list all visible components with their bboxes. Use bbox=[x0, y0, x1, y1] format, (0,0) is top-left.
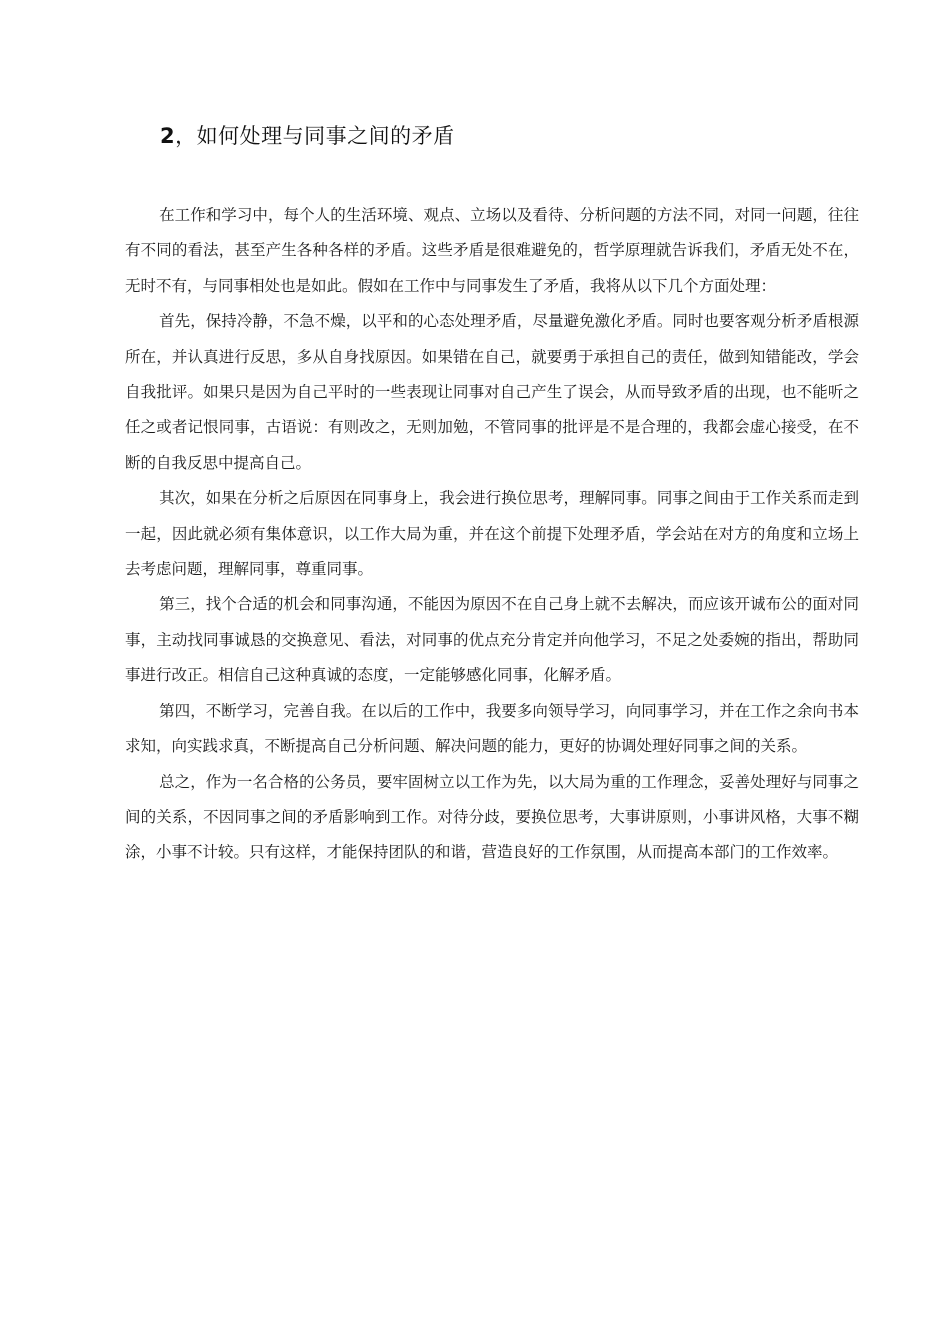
paragraph-intro: 在工作和学习中，每个人的生活环境、观点、立场以及看待、分析问题的方法不同，对同一问题，往往有不同的看法，甚至产生各种各样的矛盾。这些矛盾是很难避免的，哲学原理就告诉我们，矛盾无处不在，无时不有，与同事相处也是如此。假如在工作中与同事发生了矛盾，我将从以下几个方面处理： bbox=[125, 206, 859, 295]
section-title-text: ，如何处理与同事之间的矛盾 bbox=[175, 124, 455, 148]
paragraph-third: 第三，找个合适的机会和同事沟通，不能因为原因不在自己身上就不去解决，而应该开诚布公的面对同事，主动找同事诚恳的交换意见、看法，对同事的优点充分肯定并向他学习，不足之处委婉的指出，帮助同事进行改正。相信自己这种真诚的态度，一定能够感化同事，化解矛盾。 bbox=[125, 595, 859, 685]
paragraph-fourth: 第四，不断学习，完善自我。在以后的工作中，我要多向领导学习，向同事学习，并在工作之余向书本求知，向实践求真，不断提高自己分析问题、解决问题的能力，更好的协调处理好同事之间的关系。 bbox=[125, 701, 859, 756]
section-number: 2 bbox=[160, 124, 176, 148]
paragraph-conclusion: 总之，作为一名合格的公务员，要牢固树立以工作为先，以大局为重的工作理念，妥善处理好与同事之间的关系，不因同事之间的矛盾影响到工作。对待分歧，要换位思考，大事讲原则，小事讲风格，大事不糊涂，小事不计较。只有这样，才能保持团队的和谐，营造良好的工作氛围，从而提高本部门的工作效率。 bbox=[125, 772, 859, 862]
document-body bbox=[125, 198, 859, 871]
section-title bbox=[160, 120, 455, 150]
paragraph-second: 其次，如果在分析之后原因在同事身上，我会进行换位思考，理解同事。同事之间由于工作关系而走到一起，因此就必须有集体意识，以工作大局为重，并在这个前提下处理矛盾，学会站在对方的角度和立场上去考虑问题，理解同事，尊重同事。 bbox=[125, 489, 859, 579]
paragraph-first: 首先，保持冷静，不急不燥，以平和的心态处理矛盾，尽量避免激化矛盾。同时也要客观分析矛盾根源所在，并认真进行反思，多从自身找原因。如果错在自己，就要勇于承担自己的责任，做到知错能改，学会自我批评。如果只是因为自己平时的一些表现让同事对自己产生了误会，从而导致矛盾的出现，也不能听之任之或者记恨同事，古语说：有则改之，无则加勉，不管同事的批评是不是合理的，我都会虚心接受，在不断的自我反思中提高自己。 bbox=[125, 312, 859, 472]
